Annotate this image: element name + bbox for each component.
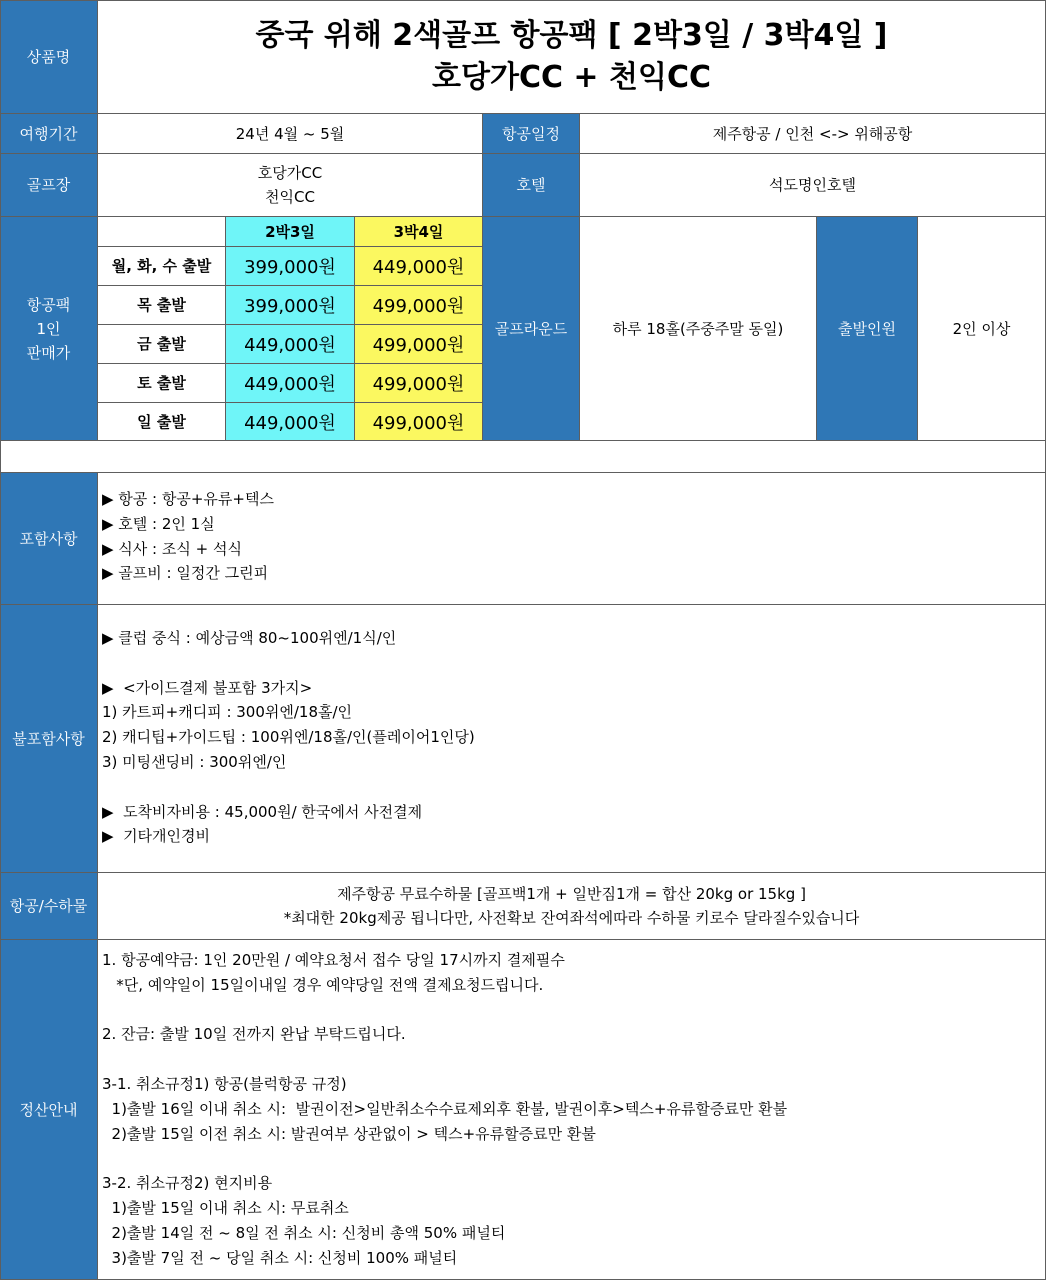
excluded-label-text: 불포함사항: [12, 729, 85, 748]
hotel-label: [483, 154, 580, 217]
baggage-label-text: 항공/수하물: [9, 897, 88, 915]
settlement-item: 1. 항공예약금: 1인 20만원 / 예약요청서 접수 당일 17시까지 결제필수: [102, 951, 565, 969]
price-3n4d: [355, 247, 483, 286]
hotel-value: [580, 154, 1046, 217]
settlement-item: 1)출발 16일 이내 취소 시: 발권이전>일반취소수수료제외후 환불, 발권이후>텍스+유류할증료만 환불: [102, 1099, 788, 1118]
excluded-item: 1) 카트피+캐디피 : 300위엔/18홀/인: [102, 703, 353, 722]
price-2n3d-text: 449,000원: [244, 374, 336, 395]
golf-round-value-text: 하루 18홀(주중주말 동일): [612, 319, 784, 338]
settlement-item: 3-2. 취소규정2) 현지비용: [102, 1174, 273, 1193]
price-header-blank: [98, 217, 226, 247]
excluded-item: 2) 캐디팁+가이드팁 : 100위엔/18홀/인(플레이어1인당): [102, 728, 475, 747]
golf-course-label-text: 골프장: [26, 176, 71, 194]
price-header-3n4d-text: 3박4일: [393, 223, 444, 241]
excluded-item: ▶ 클럽 중식 : 예상금액 80~100위엔/1식/인: [102, 629, 397, 647]
price-label-line2: 1인: [36, 319, 61, 338]
product-name-label-text: 상품명: [26, 47, 71, 66]
flight-schedule-value-text: 제주항공 / 인천 <-> 위해공항: [712, 124, 913, 143]
price-3n4d: [355, 286, 483, 325]
departure-day-text: 월, 화, 수 출발: [111, 257, 212, 275]
travel-period-label-text: 여행기간: [19, 124, 78, 143]
included-item: ▶ 항공 : 항공+유류+텍스: [102, 490, 274, 508]
golf-course-label: [0, 154, 98, 217]
baggage-line2: *최대한 20kg제공 됩니다만, 사전확보 잔여좌석에따라 수하물 키로수 달라질수있습니다: [283, 909, 860, 927]
settlement-label-text: 정산안내: [19, 1100, 78, 1119]
settlement-item: 3-1. 취소규정1) 항공(블럭항공 규정): [102, 1074, 347, 1093]
price-2n3d: [226, 247, 355, 286]
settlement-item: *단, 예약일이 15일이내일 경우 예약당일 전액 결제요청드립니다.: [102, 975, 544, 994]
golf-round-label: [483, 217, 580, 441]
golf-round-value: [580, 217, 817, 441]
min-travelers-label: [817, 217, 918, 441]
price-2n3d: [226, 403, 355, 441]
golf-course-1: 호당가CC: [257, 164, 323, 182]
departure-day-text: 금 출발: [137, 335, 186, 353]
flight-schedule-label: [483, 114, 580, 154]
price-3n4d-text: 499,000원: [372, 296, 465, 317]
price-2n3d-text: 399,000원: [244, 296, 336, 317]
excluded-item: ▶ 기타개인경비: [102, 827, 211, 846]
min-travelers-value: [918, 217, 1046, 441]
settlement-item: 2)출발 14일 전 ~ 8일 전 취소 시: 신청비 총액 50% 패널티: [102, 1223, 506, 1242]
departure-day: [98, 364, 226, 403]
included-label-text: 포함사항: [19, 529, 78, 548]
price-2n3d: [226, 325, 355, 364]
travel-period-label: [0, 114, 98, 154]
excluded-item: ▶ <가이드결제 불포함 3가지>: [102, 678, 313, 697]
travel-period-value: [98, 114, 483, 154]
product-title-line2: 호당가CC + 천익CC: [432, 59, 711, 95]
price-3n4d-text: 499,000원: [372, 374, 465, 395]
golf-round-label-text: 골프라운드: [494, 319, 568, 338]
settlement-item: 2)출발 15일 이전 취소 시: 발권여부 상관없이 > 텍스+유류할증료만 환불: [102, 1124, 596, 1143]
min-travelers-value-text: 2인 이상: [952, 319, 1011, 338]
price-3n4d: [355, 403, 483, 441]
price-label-line1: 항공팩: [26, 295, 71, 314]
price-3n4d-text: 499,000원: [372, 335, 465, 356]
golf-course-value: [98, 154, 483, 217]
hotel-value-text: 석도명인호텔: [769, 176, 856, 194]
price-2n3d-text: 449,000원: [244, 412, 336, 434]
price-header-2n3d: [226, 217, 355, 247]
product-title: [98, 0, 1046, 114]
included-list: [98, 473, 1046, 605]
price-header-3n4d: [355, 217, 483, 247]
excluded-label: [0, 605, 98, 873]
flight-schedule-label-text: 항공일정: [502, 124, 560, 143]
flight-schedule-value: [580, 114, 1046, 154]
excluded-item: ▶ 도착비자비용 : 45,000원/ 한국에서 사전결제: [102, 802, 423, 821]
included-label: [0, 473, 98, 605]
departure-day-text: 토 출발: [137, 374, 186, 392]
included-item: ▶ 골프비 : 일정간 그린피: [102, 564, 269, 583]
spacer-row: [0, 441, 1046, 473]
price-2n3d-text: 399,000원: [244, 257, 336, 278]
price-3n4d: [355, 364, 483, 403]
settlement-label: [0, 940, 98, 1280]
departure-day: [98, 286, 226, 325]
product-title-line1: 중국 위해 2색골프 항공팩 [ 2박3일 / 3박4일 ]: [255, 17, 888, 53]
price-2n3d: [226, 286, 355, 325]
excluded-item: 3) 미팅샌딩비 : 300위엔/인: [102, 752, 287, 771]
settlement-list: [98, 940, 1046, 1280]
golf-course-2: 천익CC: [265, 188, 315, 206]
departure-day: [98, 247, 226, 286]
hotel-label-text: 호텔: [516, 176, 546, 194]
departure-day-text: 목 출발: [137, 296, 186, 314]
departure-day: [98, 325, 226, 364]
included-item: ▶ 호텔 : 2인 1실: [102, 514, 215, 533]
min-travelers-label-text: 출발인원: [838, 319, 896, 338]
baggage-line1: 제주항공 무료수하물 [골프백1개 + 일반짐1개 = 합산 20kg or 15kg ]: [337, 885, 806, 903]
price-label: [0, 217, 98, 441]
price-label-line3: 판매가: [26, 343, 71, 362]
price-2n3d: [226, 364, 355, 403]
baggage-label: [0, 873, 98, 940]
settlement-item: 1)출발 15일 이내 취소 시: 무료취소: [102, 1198, 349, 1217]
included-item: ▶ 식사 : 조식 + 석식: [102, 539, 242, 558]
product-name-label: [0, 0, 98, 114]
price-3n4d: [355, 325, 483, 364]
price-header-2n3d-text: 2박3일: [265, 223, 315, 241]
price-2n3d-text: 449,000원: [244, 335, 336, 356]
price-3n4d-text: 449,000원: [372, 257, 465, 278]
travel-period-value-text: 24년 4월 ~ 5월: [235, 124, 345, 143]
baggage-info: [98, 873, 1046, 940]
settlement-item: 3)출발 7일 전 ~ 당일 취소 시: 신청비 100% 패널티: [102, 1248, 458, 1267]
excluded-list: [98, 605, 1046, 873]
settlement-item: 2. 잔금: 출발 10일 전까지 완납 부탁드립니다.: [102, 1025, 406, 1044]
departure-day: [98, 403, 226, 441]
departure-day-text: 일 출발: [137, 412, 186, 431]
price-3n4d-text: 499,000원: [372, 412, 465, 434]
